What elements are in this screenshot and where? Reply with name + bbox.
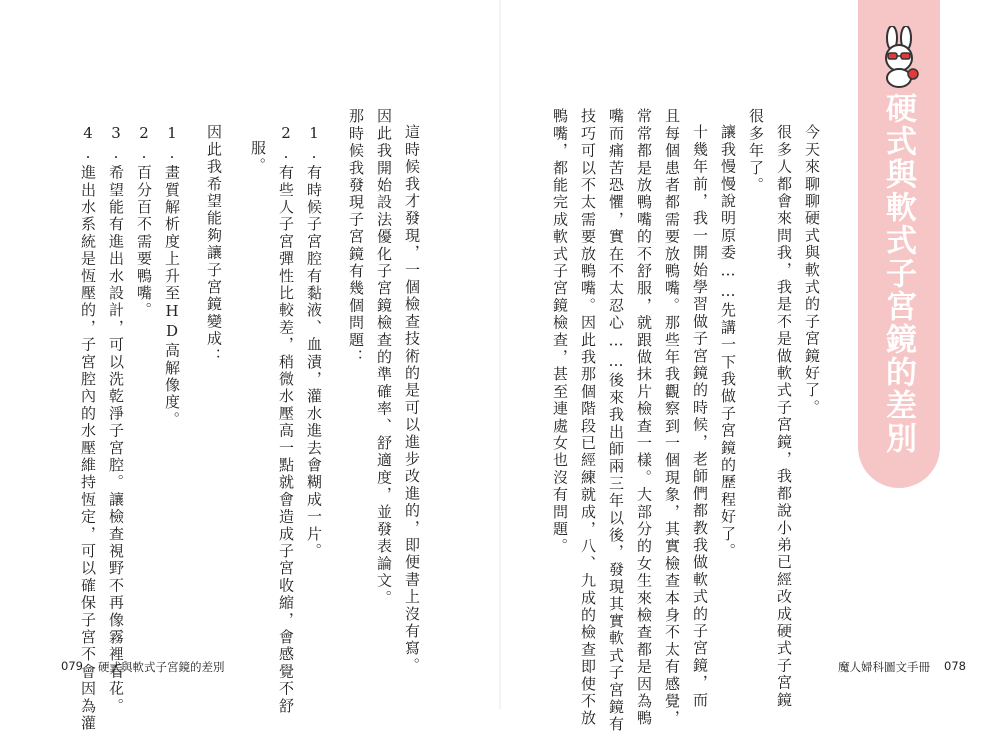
body-text-column: 那時候我發現子宮鏡有幾個問題： bbox=[347, 108, 365, 366]
list-item: 2.百分百不需要鴨嘴。 bbox=[135, 124, 153, 320]
body-text-column: 讓我慢慢說明原委……先講一下我做子宮鏡的歷程好了。 bbox=[719, 124, 737, 560]
body-text-column: 技巧可以不太需要放鴨嘴。因此我那個階段已經練就成，八、九成的檢查即使不放 bbox=[579, 108, 597, 728]
list-item: 1.畫質解析度上升至HD高解像度。 bbox=[163, 124, 181, 429]
body-text-column: 常常都是放鴨嘴的不舒服，就跟做抹片檢查一樣。大部分的女生來檢查都是因為鴨 bbox=[635, 108, 653, 728]
page-number-right: 078 bbox=[944, 659, 966, 673]
body-text-column: 因此我希望能夠讓子宮鏡變成： bbox=[205, 124, 223, 365]
body-text-column: 很多年了。 bbox=[747, 108, 765, 194]
book-title-right: 魔人婦科圖文手冊 bbox=[838, 660, 930, 674]
chapter-title: 硬式與軟式子宮鏡的差別 bbox=[880, 92, 916, 455]
body-text-column: 今天來聊聊硬式與軟式的子宮鏡好了。 bbox=[803, 124, 821, 417]
body-text-column: 嘴而痛苦恐懼，實在不太忍心……後來我出師兩三年以後，發現其實軟式子宮鏡有 bbox=[607, 108, 625, 733]
rabbit-mascot-icon bbox=[873, 26, 925, 88]
body-text-column: 十幾年前，我一開始學習做子宮鏡的時候，老師們都教我做軟式的子宮鏡，而 bbox=[691, 124, 709, 709]
body-text-column: 因此我開始設法優化子宮鏡檢查的準確率、舒適度，並發表論文。 bbox=[375, 108, 393, 607]
body-text-column: 鴨嘴，都能完成軟式子宮鏡檢查，甚至連處女也沒有問題。 bbox=[551, 108, 569, 556]
body-text-column: 很多人都會來問我，我是不是做軟式子宮鏡，我都說小弟已經改成硬式子宮鏡 bbox=[775, 124, 793, 709]
list-item: 3.希望能有進出水設計，可以洗乾淨子宮腔。讓檢查視野不再像霧裡看花。 bbox=[107, 124, 125, 715]
body-text-column: 且每個患者都需要放鴨嘴。那些年我觀察到一個現象，其實檢查本身不太有感覺， bbox=[663, 108, 681, 728]
list-item: 1.有時候子宮腔有黏液、血漬，灌水進去會糊成一片。 bbox=[305, 124, 323, 560]
list-item: 2.有些人子宮彈性比較差，稍微水壓高一點就會造成子宮收縮，會感覺不舒 bbox=[277, 124, 295, 715]
body-text-column: 這時候我才發現，一個檢查技術的是可以進步改進的，即便書上沒有寫。 bbox=[403, 124, 421, 675]
running-head-left: 硬式與軟式子宮鏡的差別 bbox=[98, 660, 225, 674]
list-item: 服。 bbox=[249, 140, 267, 175]
list-item: 4.進出水系統是恆壓的，子宮腔內的水壓維持恆定，可以確保子宮不會因為灌 bbox=[79, 124, 97, 732]
page-gutter bbox=[499, 0, 501, 709]
page-number-left: 079 bbox=[61, 659, 83, 673]
